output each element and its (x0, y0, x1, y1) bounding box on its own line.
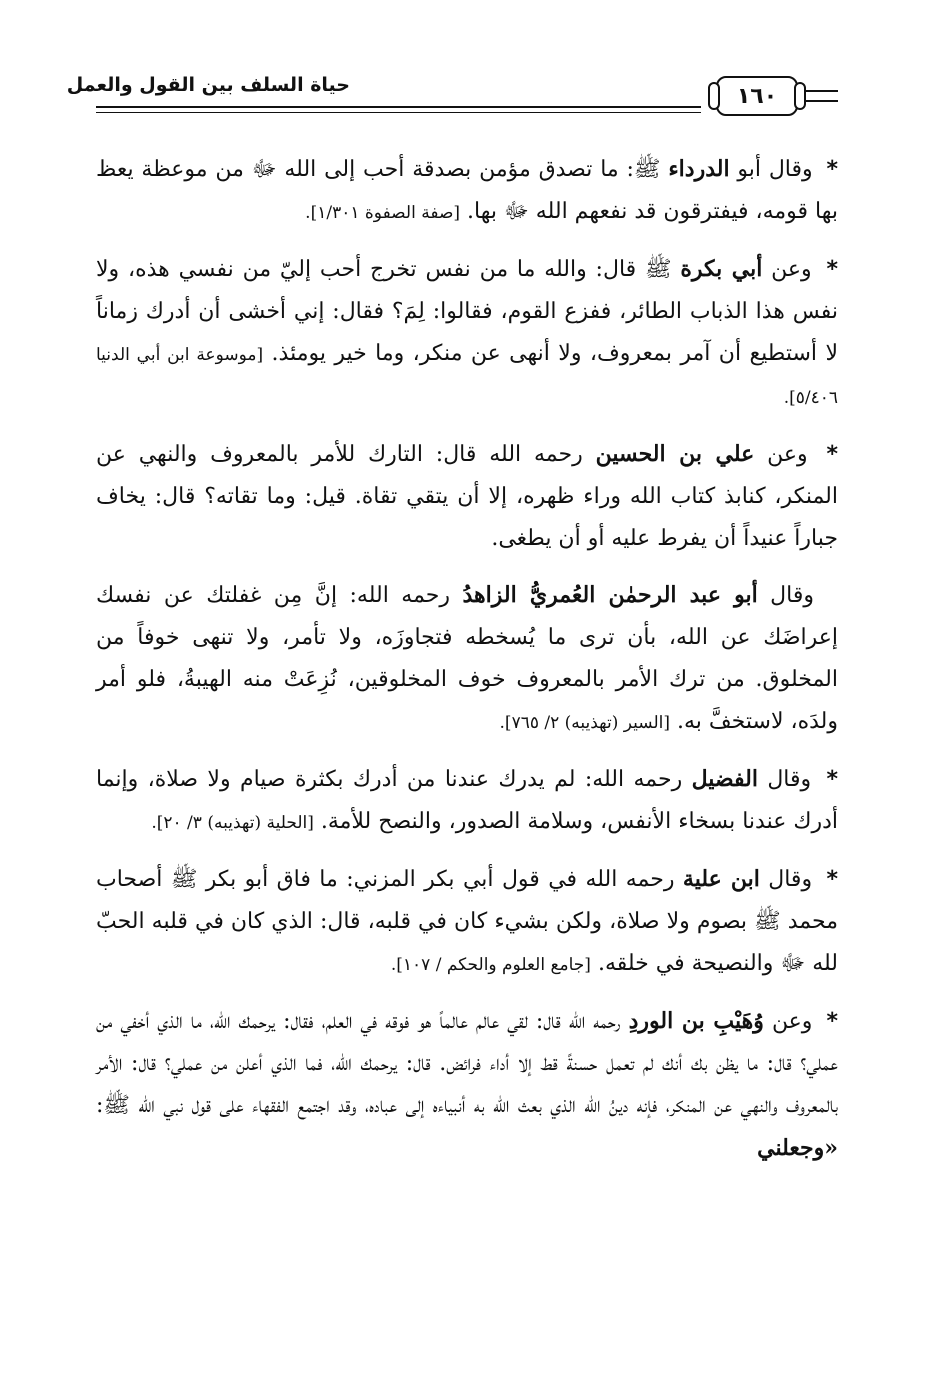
hadith-start: «وجعلني (757, 1135, 838, 1161)
narrator-name: وُهَيْبِ بن الوردِ (628, 1008, 764, 1034)
running-title: حياة السلف بين القول والعمل (66, 74, 350, 96)
narrator-name: علي بن الحسين (595, 441, 755, 467)
paragraph-text: ﷺ قال: والله ما من نفس تخرج أحب إليّ من نفسي هذه، ولا نفس هذا الذباب الطائر، ففزع القوم، فقالوا: لِمَ؟ فقال: إني أخشى أن أدرك زماناً لا أستطيع أن آمر بمعروف، ولا أنهى عن منكر، وما خير يومئذ. (96, 257, 838, 366)
source-reference: [صفة الصفوة ١/٣٠١]. (305, 203, 461, 223)
page-number-frame (716, 76, 798, 116)
paragraph: * وعن علي بن الحسين رحمه الله قال: التارك للأمر بالمعروف والنهي عن المنكر، كنابذ كتاب الله وراء ظهره، إلا أن يتقي تقاة. قيل: وما تقاته؟ قال: يخاف جباراً عنيداً أن يفرط عليه أو أن يطغى. (96, 441, 839, 551)
paragraph-text: ﷺ: ما تصدق مؤمن بصدقة أحب إلى الله ﷻ من موعظة يعظ بها قومه، فيفترقون قد نفعهم الله ﷻ بها. (96, 157, 838, 224)
narrator-name: الدرداء (668, 156, 730, 182)
bullet-star: * (826, 257, 838, 282)
paragraph-text: رحمه الله قال: التارك للأمر بالمعروف والنهي عن المنكر، كنابذ كتاب الله وراء ظهره، إلا أن يتقي تقاة. قيل: وما تقاته؟ قال: يخاف جباراً عنيداً أن يفرط عليه أو أن يطغى. (96, 442, 838, 551)
paragraph: * وقال ابن علية رحمه الله في قول أبي بكر المزني: ما فاق أبو بكر ﷺ أصحاب محمد ﷺ بصوم ولا صلاة، ولكن بشيء كان في قلبه، قال: الذي كان في قلبه الحبّ لله ﷻ والنصيحة في خلقه. [جامع العلوم والحكم / ١٠٧]. (96, 866, 838, 976)
bullet-star: * (826, 442, 839, 467)
header-rule-thick (96, 106, 701, 108)
paragraph-text: رحمه الله قال: لقي عالم عالماً هو فوقه في العلم، فقال: يرحمك الله، ما الذي أخفي من عملي؟ قال: ما يظن بك أنك لم تعمل حسنةً قط إلا أداء فرائض. قال: يرحمك الله، فما الذي أعلن من عملي؟ قال: الأمر بالمعروف والنهي عن المنكر، فإنه دينُ الله الذي بعث الله به أنبياءه إلى عباده، وقد اجتمع الفقهاء على قول نبي الله ﷺ: (96, 1009, 838, 1118)
paragraph: * وقال الفضيل رحمه الله: لم يدرك عندنا من أدرك بكثرة صيام ولا صلاة، وإنما أدرك عندنا بسخاء الأنفس، وسلامة الصدور، والنصح للأمة. [الحلية (تهذيبه) ٣/ ٢٠]. (96, 766, 839, 834)
page-number: ١٦٠ (736, 83, 778, 109)
narrator-name: أبو عبد الرحمٰن العُمريُّ الزاهدُ (462, 582, 758, 608)
source-reference: [موسوعة ابن أبي الدنيا ٥/٤٠٦]. (96, 345, 838, 408)
paragraph: * وقال أبو الدرداء ﷺ: ما تصدق مؤمن بصدقة أحب إلى الله ﷻ من موعظة يعظ بها قومه، فيفترقون قد نفعهم الله ﷻ بها. [صفة الصفوة ١/٣٠١]. (96, 156, 838, 224)
bullet-star: * (826, 767, 839, 792)
narrator-name: الفضيل (691, 766, 758, 792)
paragraph: * وعن وُهَيْبِ بن الوردِ رحمه الله قال: لقي عالم عالماً هو فوقه في العلم، فقال: يرحمك الله، ما الذي أخفي من عملي؟ قال: ما يظن بك أنك لم تعمل حسنةً قط إلا أداء فرائض. قال: يرحمك الله، فما الذي أعلن من عملي؟ قال: الأمر بالمعروف والنهي عن المنكر، فإنه دينُ الله الذي بعث الله به أنبياءه إلى عباده، وقد اجتمع الفقهاء على قول نبي الله ﷺ: «وجعلني (96, 1008, 838, 1161)
paragraph: وقال أبو عبد الرحمٰن العُمريُّ الزاهدُ رحمه الله: إنَّ مِن غفلتك عن نفسك إعراضَك عن الله، بأن ترى ما يُسخطه فتجاوزَه، ولا تأمر، ولا تنهى خوفاً من المخلوق. من ترك الأمر بالمعروف خوف المخلوقين، نُزِعَتْ منه الهيبةُ، فلو أمر ولدَه، لاستخفَّ به. [السير (تهذيبه) ٢/ ٧٦٥]. (96, 582, 838, 734)
source-reference: [جامع العلوم والحكم / ١٠٧]. (390, 955, 591, 975)
header-ornament-lines (806, 90, 838, 102)
narrator-name: أبي بكرة (680, 256, 763, 282)
source-reference: [الحلية (تهذيبه) ٣/ ٢٠]. (151, 813, 314, 833)
paragraph: * وعن أبي بكرة ﷺ قال: والله ما من نفس تخرج أحب إليّ من نفسي هذه، ولا نفس هذا الذباب الطائر، ففزع القوم، فقالوا: لِمَ؟ فقال: إني أخشى أن أدرك زماناً لا أستطيع أن آمر بمعروف، ولا أنهى عن منكر، وما خير يومئذ. [موسوعة ابن أبي الدنيا ٥/٤٠٦]. (96, 256, 838, 408)
bullet-star: * (826, 867, 838, 892)
source-reference: [السير (تهذيبه) ٢/ ٧٦٥]. (499, 713, 670, 733)
header-rule-thin (96, 112, 701, 113)
narrator-name: ابن علية (682, 866, 760, 892)
page-body (96, 148, 838, 1184)
paragraph-text: رحمه الله: لم يدرك عندنا من أدرك بكثرة صيام ولا صلاة، وإنما أدرك عندنا بسخاء الأنفس، وسلامة الصدور، والنصح للأمة. (96, 767, 838, 834)
bullet-star: * (826, 1009, 838, 1034)
page-header (66, 60, 838, 118)
paragraph-text: رحمه الله في قول أبي بكر المزني: ما فاق أبو بكر ﷺ أصحاب محمد ﷺ بصوم ولا صلاة، ولكن بشيء كان في قلبه، قال: الذي كان في قلبه الحبّ لله ﷻ والنصيحة في خلقه. (96, 867, 838, 976)
bullet-star: * (826, 157, 838, 182)
paragraph-text: رحمه الله: إنَّ مِن غفلتك عن نفسك إعراضَك عن الله، بأن ترى ما يُسخطه فتجاوزَه، ولا تأمر، ولا تنهى خوفاً من المخلوق. من ترك الأمر بالمعروف خوف المخلوقين، نُزِعَتْ منه الهيبةُ، فلو أمر ولدَه، لاستخفَّ به. (96, 583, 838, 734)
